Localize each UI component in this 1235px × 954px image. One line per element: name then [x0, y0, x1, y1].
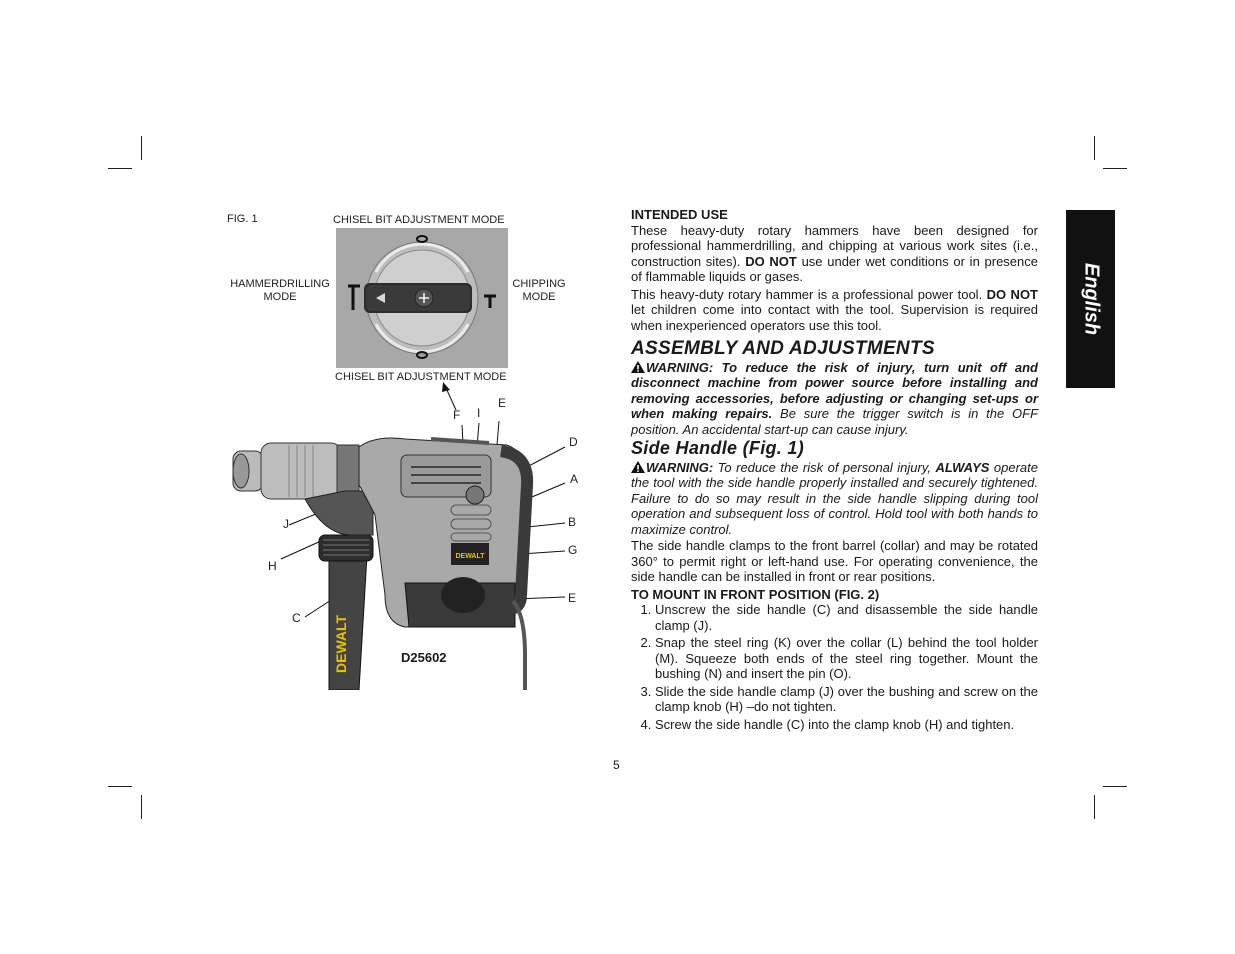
intended-use-paragraph-1: These heavy-duty rotary hammers have been designed for professional hammerdrilling, and chipping at various work sites (i.e., construction sites). DO NOT use under wet conditions or in presence of flammable liquids or gases.	[631, 222, 1038, 284]
list-item: 1. Unscrew the side handle (C) and disassemble the side handle clamp (J).	[655, 602, 1038, 633]
mode-label-bottom: CHISEL BIT ADJUSTMENT MODE	[335, 371, 507, 383]
mode-selector-illustration	[336, 228, 508, 368]
crop-mark	[141, 136, 142, 160]
callout-b: B	[568, 515, 577, 529]
warning-icon	[631, 361, 645, 373]
model-number: D25602	[401, 650, 447, 665]
mode-label-top: CHISEL BIT ADJUSTMENT MODE	[333, 214, 505, 226]
page-number: 5	[613, 758, 620, 772]
callout-h: H	[268, 559, 277, 573]
callout-i: I	[477, 406, 481, 420]
assembly-heading: ASSEMBLY AND ADJUSTMENTS	[631, 338, 935, 359]
list-item: 4. Screw the side handle (C) into the clamp knob (H) and tighten.	[655, 717, 1038, 733]
callout-e-top: E	[498, 396, 507, 410]
crop-mark	[1103, 786, 1127, 787]
language-tab	[1066, 210, 1115, 388]
callout-c: C	[292, 611, 301, 625]
svg-text:DEWALT: DEWALT	[455, 553, 485, 560]
callout-j: J	[283, 517, 289, 531]
list-item: 3. Slide the side handle clamp (J) over the bushing and screw on the clamp knob (H) –do not tighten.	[655, 684, 1038, 715]
side-handle-body: The side handle clamps to the front barrel (collar) and may be rotated 360° to permit right or left-hand use. For operating convenience, the side handle can be installed in front or rear positions.	[631, 538, 1038, 584]
mount-front-heading: TO MOUNT IN FRONT POSITION (FIG. 2)	[631, 586, 880, 602]
side-handle-warning: WARNING: To reduce the risk of personal injury, ALWAYS operate the tool with the side handle properly installed and securely tightened. Failure to do so may result in the side handle slipping during tool operation and subsequent loss of control. Hold tool with both hands to maximize control.	[631, 459, 1038, 537]
callout-d: D	[569, 435, 578, 449]
crop-mark	[108, 786, 132, 787]
mode-label-left: HAMMERDRILLING MODE	[230, 278, 330, 303]
crop-mark	[1094, 795, 1095, 819]
callout-g: G	[568, 543, 578, 557]
crop-mark	[141, 795, 142, 819]
side-handle-heading: Side Handle (Fig. 1)	[631, 438, 805, 458]
svg-text:DEWALT: DEWALT	[333, 614, 349, 673]
language-tab-label: English	[1080, 262, 1102, 336]
warning-icon	[631, 461, 645, 473]
mode-label-right: CHIPPING MODE	[512, 278, 566, 303]
crop-mark	[108, 168, 132, 169]
intended-use-heading: INTENDED USE	[631, 207, 728, 222]
assembly-warning: WARNING: To reduce the risk of injury, turn unit off and disconnect machine from power source before installing and removing accessories, before adjusting or changing set-ups or when making repairs. Be sure the trigger switch is in the OFF position. An accidental start-up can cause injury.	[631, 359, 1039, 437]
list-item: 2. Snap the steel ring (K) over the collar (L) behind the tool holder (M). Squeeze both ends of the steel ring together. Mount the bushing (N) and insert the pin (O).	[655, 635, 1038, 682]
callout-e-bottom: E	[568, 591, 577, 605]
crop-mark	[1103, 168, 1127, 169]
callout-a: A	[570, 472, 579, 486]
fig-label: FIG. 1	[227, 213, 258, 225]
crop-mark	[1094, 136, 1095, 160]
rotary-hammer-illustration	[225, 395, 585, 690]
text-column	[631, 207, 1038, 734]
callout-f: F	[453, 408, 461, 422]
mount-steps-list	[631, 602, 1038, 732]
intended-use-paragraph-2: This heavy-duty rotary hammer is a professional power tool. DO NOT let children come into contact with the tool. Supervision is required when inexperienced operators use this tool.	[631, 286, 1038, 333]
